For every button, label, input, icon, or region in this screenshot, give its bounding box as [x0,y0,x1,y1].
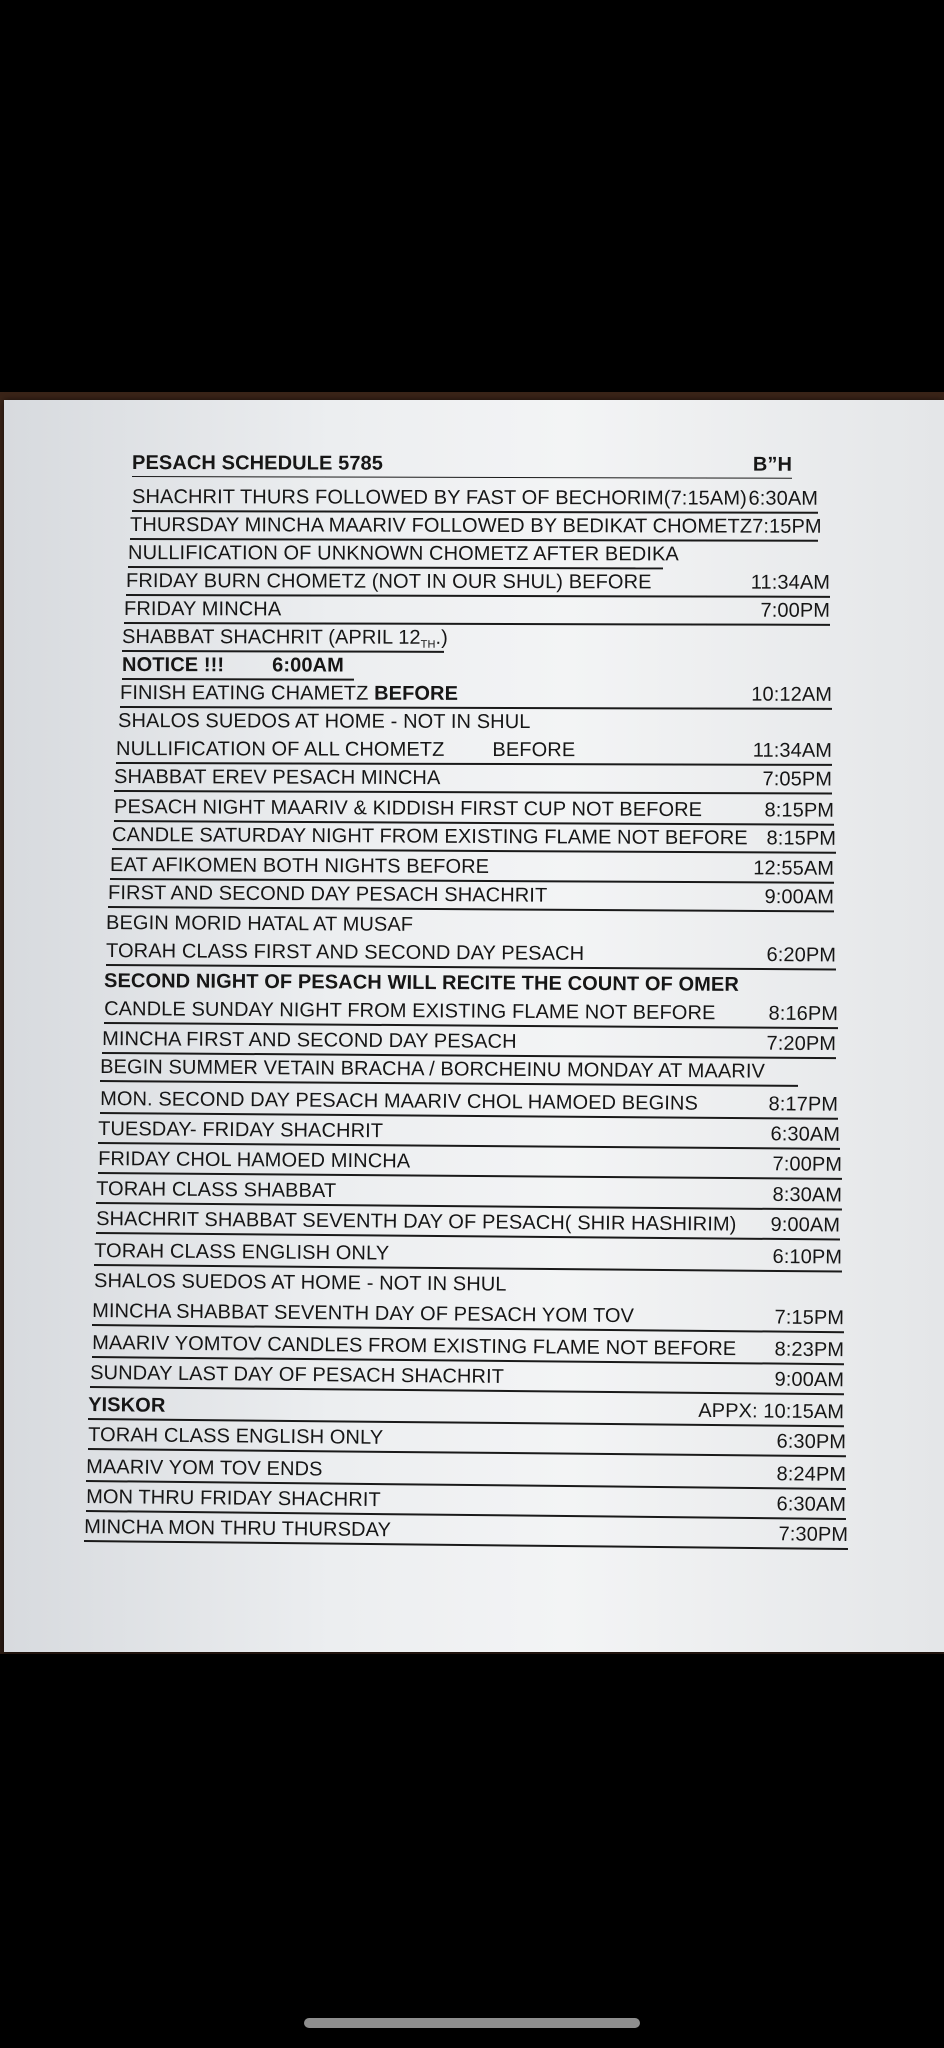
event-label: TORAH CLASS ENGLISH ONLY [94,1240,390,1265]
event-time: 7:20PM [766,1032,837,1056]
event-time: 9:00AM [774,1368,845,1392]
event-label: BEGIN SUMMER VETAIN BRACHA / BORCHEINU MONDAY AT MAARIV [100,1056,766,1083]
event-label: SHALOS SUEDOS AT HOME - NOT IN SHUL [94,1270,507,1296]
event-time: 6:30AM [748,487,819,510]
header-mark: B”H [752,453,793,476]
schedule-header [132,446,792,479]
event-time: 8:16PM [768,1002,839,1026]
event-time: 7:05PM [762,768,833,791]
event-label: CANDLE SUNDAY NIGHT FROM EXISTING FLAME NOT BEFORE [104,998,716,1025]
schedule-row [84,1510,848,1550]
event-label: TORAH CLASS FIRST AND SECOND DAY PESACH [106,940,585,965]
event-time: 8:15PM [766,827,837,850]
event-time: 7:15PM [774,1306,845,1330]
event-label: SHALOS SUEDOS AT HOME - NOT IN SHUL [118,710,531,734]
event-time: 11:34AM [750,571,831,594]
event-label: BEGIN MORID HATAL AT MUSAF [106,912,414,936]
event-label: SHACHRIT THURS FOLLOWED BY FAST OF BECHORIM(7:15AM) [132,486,747,510]
event-time: 8:15PM [764,799,835,822]
schedule-row [106,906,458,938]
event-time: 7:00PM [760,599,831,622]
event-label: SUNDAY LAST DAY OF PESACH SHACHRIT [90,1362,505,1388]
event-label: TORAH CLASS SHABBAT [96,1178,337,1203]
event-time: 7:00PM [772,1153,843,1176]
event-label: NULLIFICATION OF ALL CHOMETZ [116,738,445,761]
event-label: MINCHA FIRST AND SECOND DAY PESACH [102,1028,517,1053]
home-indicator[interactable] [304,2018,640,2028]
event-label: MON. SECOND DAY PESACH MAARIV CHOL HAMOED BEGINS [100,1088,699,1115]
event-time: 12:55AM [753,857,835,880]
event-time: 8:17PM [768,1093,839,1116]
event-time: 8:23PM [774,1338,845,1362]
event-time: 6:30AM [770,1123,841,1146]
schedule-row [118,704,531,735]
event-label: FRIDAY CHOL HAMOED MINCHA [98,1148,411,1173]
event-time: 10:12AM [751,683,833,706]
event-label: SHABBAT SHACHRIT (APRIL 12 [122,626,421,649]
event-time: 7:30PM [778,1523,849,1547]
event-time: APPX: 10:15AM [698,1399,845,1424]
event-label: SECOND NIGHT OF PESACH WILL RECITE THE COUNT OF OMER [104,970,739,996]
event-label: TORAH CLASS ENGLISH ONLY [88,1424,384,1449]
event-label: FRIDAY MINCHA [124,598,282,621]
event-time: 6:20PM [766,944,837,967]
event-time: 9:00AM [764,886,835,909]
event-label: MINCHA MON THRU THURSDAY [84,1516,392,1542]
event-time: 8:30AM [772,1183,843,1207]
inline-note: 6:00AM [272,654,344,677]
schedule-title: PESACH SCHEDULE 5785 [132,452,384,475]
event-time: 11:34AM [752,739,833,762]
event-time: 6:10PM [772,1245,843,1269]
label-continuation: .) [435,626,448,649]
event-time: 7:15PM [752,515,822,538]
inline-note: BEFORE [492,738,576,762]
event-time: 6:30PM [776,1430,847,1454]
event-label: THURSDAY MINCHA MAARIV FOLLOWED BY BEDIKAT CHOMETZ [130,514,753,538]
event-label: FRIDAY BURN CHOMETZ (NOT IN OUR SHUL) BEFORE [126,570,652,594]
event-label: NOTICE !!! [122,654,225,677]
event-label: NULLIFICATION OF UNKNOWN CHOMETZ AFTER BEDIKA [128,542,679,566]
event-label: MON THRU FRIDAY SHACHRIT [86,1486,381,1512]
event-label: SHACHRIT SHABBAT SEVENTH DAY OF PESACH( SHIR HASHIRIM) [96,1208,737,1236]
event-label: CANDLE SATURDAY NIGHT FROM EXISTING FLAME NOT BEFORE [112,824,748,850]
event-label: YISKOR [88,1394,166,1417]
event-label: SHABBAT EREV PESACH MINCHA [114,766,441,790]
event-label: EAT AFIKOMEN BOTH NIGHTS BEFORE [110,854,490,878]
event-label: MINCHA SHABBAT SEVENTH DAY OF PESACH YOM TOV [92,1300,635,1328]
ordinal-suffix: TH [420,638,436,651]
event-label: FINISH EATING CHAMETZ [120,682,369,705]
event-label: TUESDAY- FRIDAY SHACHRIT [98,1118,384,1143]
emphasis-text: BEFORE [368,682,459,705]
schedule-row [114,760,832,795]
event-label: PESACH NIGHT MAARIV & KIDDISH FIRST CUP NOT BEFORE [114,796,703,822]
schedule-row [100,1050,798,1087]
event-label: MAARIV YOMTOV CANDLES FROM EXISTING FLAME NOT BEFORE [92,1332,737,1361]
event-label: MAARIV YOM TOV ENDS [86,1456,323,1481]
event-time: 9:00AM [770,1213,841,1237]
event-time: 6:30AM [776,1493,847,1516]
event-time: 8:24PM [776,1463,847,1486]
event-label: FIRST AND SECOND DAY PESACH SHACHRIT [108,882,548,907]
schedule-row [94,1264,514,1298]
